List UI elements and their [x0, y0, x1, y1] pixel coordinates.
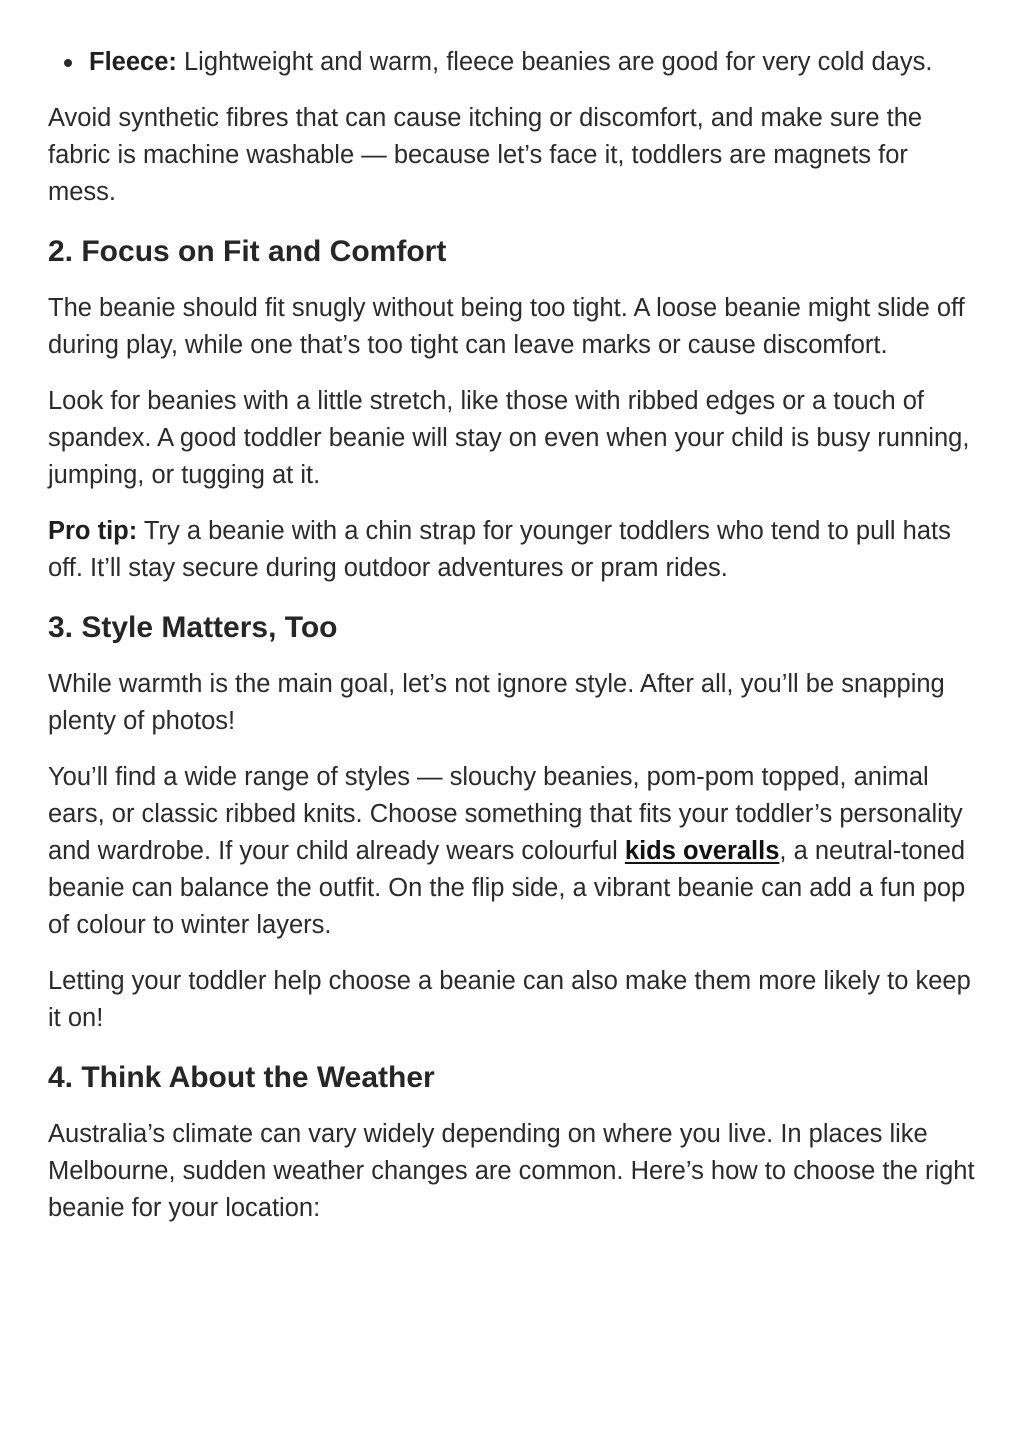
bullet-text: [89, 48, 932, 76]
paragraph-styles-range: [48, 759, 978, 944]
bullet-label: Fleece:: [89, 48, 177, 76]
styles-text-after-link: , a neutral-toned beanie can balance the outfit. On the flip side, a vibrant beanie can add a fun pop of colour to winter layers.: [48, 837, 966, 939]
kids-overalls-link[interactable]: kids overalls: [624, 837, 780, 865]
paragraph-warmth-style: While warmth is the main goal, let’s not ignore style. After all, you’ll be snapping plenty of photos!: [48, 670, 945, 735]
paragraph-fit-snug: The beanie should fit snugly without being too tight. A loose beanie might slide off during play, while one that’s too tight can leave marks or cause discomfort.: [48, 294, 965, 359]
list-item: [48, 44, 978, 81]
paragraph-pro-tip: [48, 513, 978, 587]
paragraph-avoid-synthetics: Avoid synthetic fibres that can cause itching or discomfort, and make sure the fabric is machine washable — because let’s face it, toddlers are magnets for mess.: [48, 104, 923, 206]
bullet-description: Lightweight and warm, fleece beanies are good for very cold days.: [176, 48, 933, 76]
article-body: [48, 44, 978, 1246]
section-heading-weather: 4. Think About the Weather: [48, 1061, 435, 1094]
pro-tip-text: Try a beanie with a chin strap for younger toddlers who tend to pull hats off. It’ll stay secure during outdoor adventures or pram rides.: [48, 517, 951, 582]
styles-text-before-link: You’ll find a wide range of styles — slouchy beanies, pom-pom topped, animal ears, or classic ribbed knits. Choose something that fits your toddler’s personality and wardrobe. If your child already wears colourful: [48, 763, 963, 865]
section-heading-style: 3. Style Matters, Too: [48, 611, 338, 644]
bullet-dot-icon: [64, 59, 72, 67]
paragraph-stretch: Look for beanies with a little stretch, like those with ribbed edges or a touch of spandex. A good toddler beanie will stay on even when your child is busy running, jumping, or tugging at it.: [48, 387, 970, 489]
section-heading-fit: 2. Focus on Fit and Comfort: [48, 235, 447, 268]
paragraph-climate: Australia’s climate can vary widely depending on where you live. In places like Melbourne, sudden weather changes are common. Here’s how to choose the right beanie for your location:: [48, 1120, 975, 1222]
pro-tip-label: Pro tip:: [48, 517, 138, 545]
paragraph-toddler-choose: Letting your toddler help choose a beanie can also make them more likely to keep it on!: [48, 967, 971, 1032]
